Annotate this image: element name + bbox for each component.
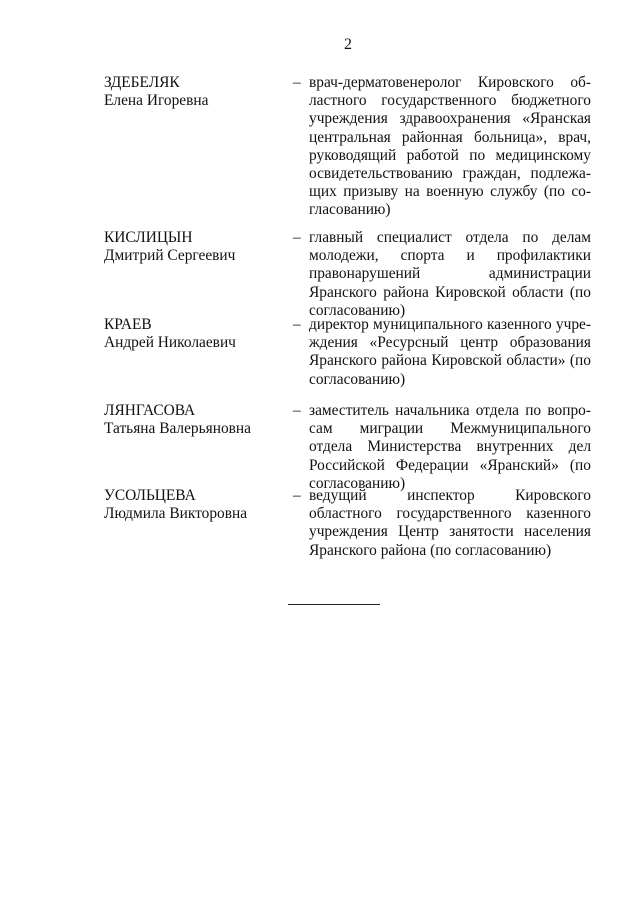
end-of-list-rule xyxy=(288,604,380,605)
member-given-name: Елена Игоревна xyxy=(104,92,209,110)
member-given-name: Татьяна Валерьяновна xyxy=(104,420,251,438)
separator-dash: – xyxy=(293,74,301,91)
member-surname: КРАЕВ xyxy=(104,316,152,333)
member-description: ведущий инспектор Кировского областного государственного казенного учреждения Центр занятости населения Яранского района (по согласованию) xyxy=(309,487,591,559)
member-given-name: Дмитрий Сергеевич xyxy=(104,247,236,265)
page-number: 2 xyxy=(344,36,352,53)
member-description: заместитель начальника отдела по вопросам миграции Межмуниципального отдела Министерства внутренних дел Российской Федерации «Яранский» (по согласованию) xyxy=(309,402,591,492)
member-surname: ЗДЕБЕЛЯК xyxy=(104,74,180,91)
member-name xyxy=(104,74,279,110)
member-description: директор муниципального казенного учреждения «Ресурсный центр образования Яранского района Кировской области» (по согласованию) xyxy=(309,316,591,388)
member-name xyxy=(104,487,279,523)
member-name xyxy=(104,402,279,438)
member-surname: ЛЯНГАСОВА xyxy=(104,402,196,419)
member-description: главный специалист отдела по делам молодежи, спорта и профилактики правонарушений администрации Яранского района Кировской области (по согласованию) xyxy=(309,229,591,319)
member-given-name: Людмила Викторовна xyxy=(104,505,248,523)
member-name xyxy=(104,316,279,352)
separator-dash: – xyxy=(293,229,301,246)
member-name xyxy=(104,229,279,265)
member-surname: УСОЛЬЦЕВА xyxy=(104,487,196,504)
separator-dash: – xyxy=(293,402,301,419)
separator-dash: – xyxy=(293,316,301,333)
member-surname: КИСЛИЦЫН xyxy=(104,229,193,246)
member-description: врач-дерматовенеролог Кировского областного государственного бюджетного учреждения здравоохранения «Яранская центральная районная больница», врач, руководящий работой по медицинскому освидетельствованию граждан, подлежащих призыву на военную службу (по согласованию) xyxy=(309,74,591,219)
member-given-name: Андрей Николаевич xyxy=(104,334,236,352)
separator-dash: – xyxy=(293,487,301,504)
